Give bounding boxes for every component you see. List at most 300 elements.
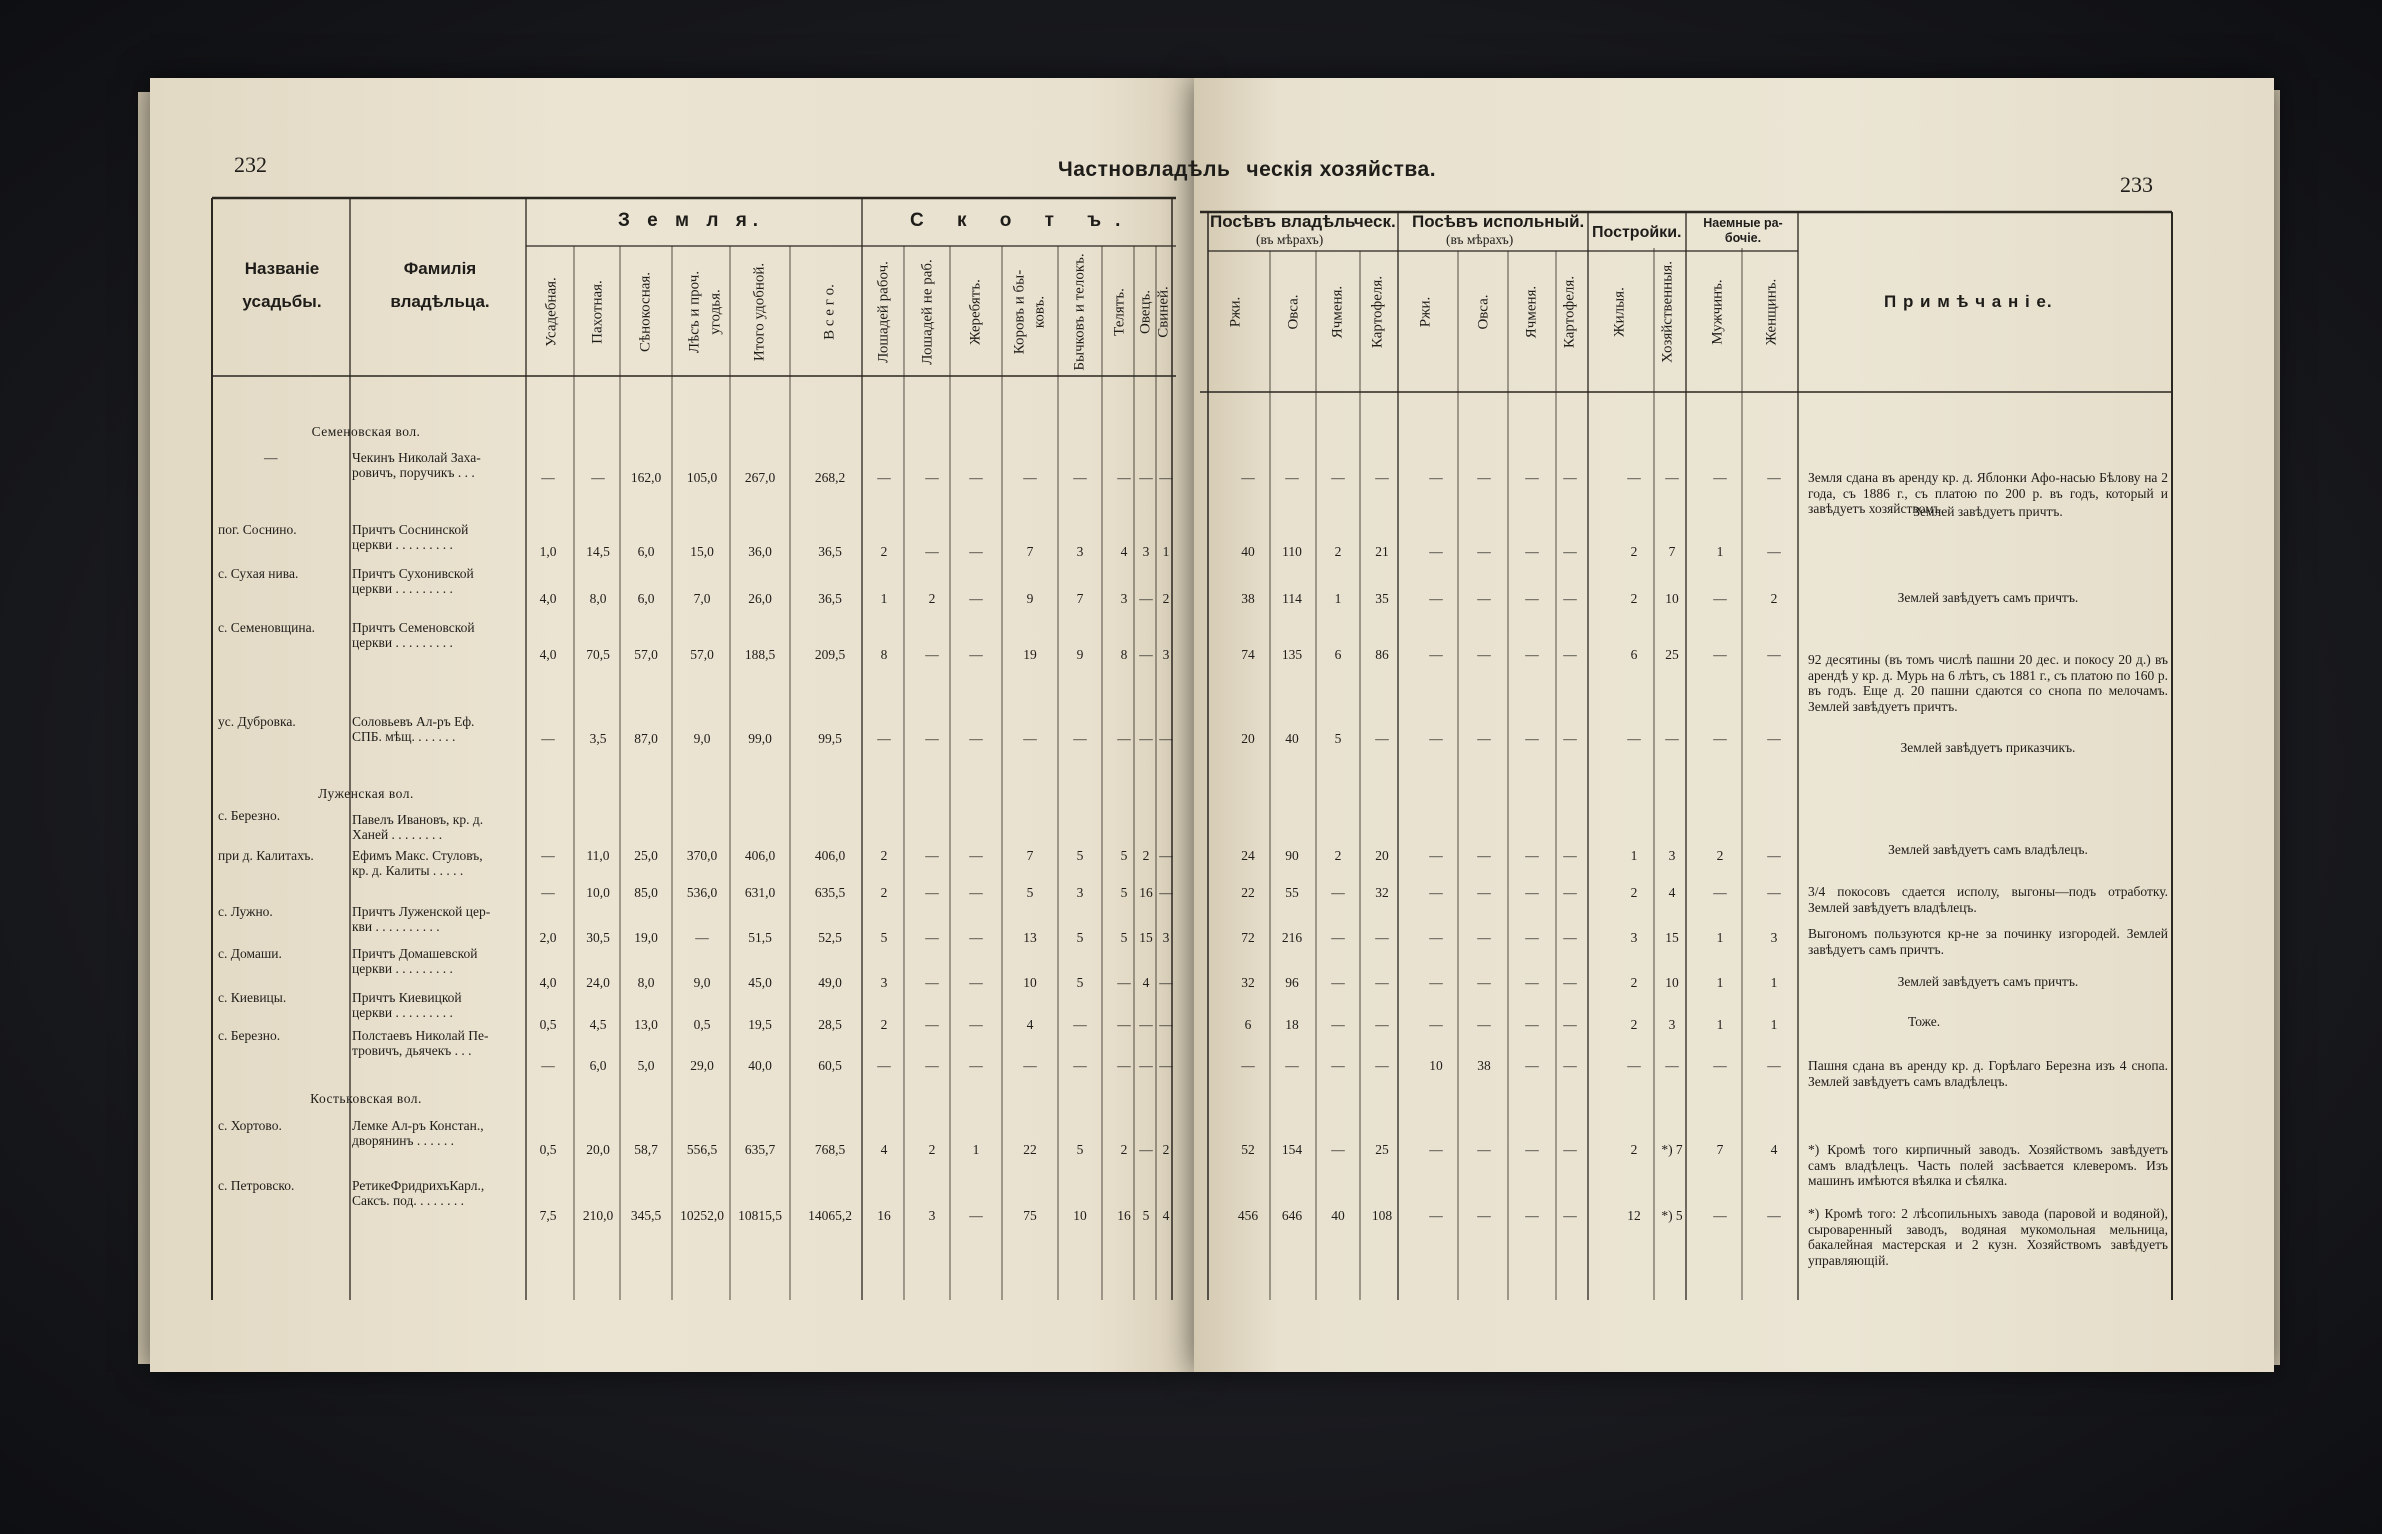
- owner-line: тровичъ, дьячекъ . . .: [352, 1043, 472, 1058]
- column-header: Ржи.: [1227, 296, 1244, 328]
- estate-name: ус. Дубровка.: [218, 714, 296, 729]
- owner-line: СПБ. мѣщ. . . . . . .: [352, 729, 456, 744]
- table-cell: 536,0: [686, 885, 718, 900]
- table-cell: 40: [1331, 1208, 1345, 1223]
- table-cell: 10815,5: [738, 1208, 782, 1223]
- table-cell: —: [1767, 1058, 1781, 1073]
- table-cell: 36,0: [748, 544, 772, 559]
- table-cell: —: [1767, 470, 1781, 485]
- table-cell: 108: [1371, 1208, 1393, 1223]
- table-cell: —: [1563, 848, 1577, 863]
- table-cell: —: [1429, 930, 1443, 945]
- table-cell: 25: [1375, 1142, 1389, 1157]
- owner-name: [352, 1028, 522, 1058]
- estate-name: с. Лужно.: [218, 904, 273, 919]
- table-cell: —: [969, 1017, 983, 1032]
- table-cell: —: [1375, 470, 1389, 485]
- table-cell: 57,0: [634, 647, 658, 662]
- table-cell: —: [1073, 731, 1087, 746]
- table-cell: —: [1477, 1208, 1491, 1223]
- table-cell: 45,0: [748, 975, 772, 990]
- table-cell: —: [1525, 885, 1539, 900]
- table-cell: 5: [1120, 930, 1128, 945]
- table-cell: 3: [1076, 885, 1084, 900]
- table-cell: 3: [1162, 930, 1170, 945]
- table-cell: 11,0: [586, 848, 610, 863]
- owner-line: Полстаевъ Николай Пе-: [352, 1028, 489, 1043]
- column-header: Жеребятъ.: [967, 279, 984, 345]
- table-cell: 2: [1120, 1142, 1128, 1157]
- table-cell: —: [1563, 647, 1577, 662]
- table-cell: —: [1073, 470, 1087, 485]
- header-owner-line2: владѣльца.: [390, 292, 490, 311]
- table-cell: *) 5: [1661, 1208, 1683, 1223]
- table-cell: —: [591, 470, 605, 485]
- table-cell: —: [969, 470, 983, 485]
- remark-text: Тоже.: [1908, 1014, 1941, 1029]
- table-cell: 370,0: [686, 848, 718, 863]
- table-cell: —: [1477, 975, 1491, 990]
- table-cell: —: [1477, 544, 1491, 559]
- table-cell: —: [1429, 544, 1443, 559]
- table-cell: —: [1477, 885, 1491, 900]
- column-header: Итого удобной.: [751, 262, 768, 362]
- section-title: Семеновская вол.: [311, 424, 421, 439]
- table-cell: —: [1073, 1017, 1087, 1032]
- table-cell: 38: [1477, 1058, 1491, 1073]
- table-cell: 0,5: [539, 1017, 557, 1032]
- table-cell: 22: [1241, 885, 1255, 900]
- estate-name: с. Сухая нива.: [218, 566, 299, 581]
- table-cell: —: [1713, 591, 1727, 606]
- running-head-right: ческія хозяйства.: [1246, 158, 1437, 181]
- table-cell: 52: [1241, 1142, 1255, 1157]
- table-cell: —: [541, 731, 555, 746]
- table-cell: —: [1159, 885, 1173, 900]
- table-cell: 55: [1285, 885, 1299, 900]
- table-cell: —: [925, 848, 939, 863]
- table-cell: 4,0: [539, 975, 557, 990]
- table-cell: —: [1477, 731, 1491, 746]
- table-cell: —: [1429, 975, 1443, 990]
- table-cell: —: [1331, 1058, 1345, 1073]
- table-cell: —: [925, 647, 939, 662]
- remark-text: Землей завѣдуетъ причтъ.: [1913, 504, 2063, 519]
- owner-line: РетикеФридрихъКарл.,: [352, 1178, 485, 1193]
- table-cell: 29,0: [690, 1058, 714, 1073]
- page-number-left: 232: [234, 152, 267, 177]
- column-header: Пахотная.: [589, 280, 606, 344]
- header-workers: [1700, 216, 1786, 246]
- header-note: П р и м ѣ ч а н і е.: [1884, 292, 2053, 311]
- table-cell: —: [1429, 647, 1443, 662]
- table-cell: 22: [1023, 1142, 1037, 1157]
- table-cell: 7,5: [539, 1208, 557, 1223]
- header-owner: [380, 252, 500, 318]
- table-cell: 40,0: [748, 1058, 772, 1073]
- table-cell: 456: [1237, 1208, 1259, 1223]
- table-cell: 7: [1026, 544, 1034, 559]
- table-cell: —: [1139, 731, 1153, 746]
- header-estate-line2: усадьбы.: [242, 292, 322, 311]
- owner-name: [352, 848, 522, 878]
- table-cell: —: [1139, 591, 1153, 606]
- column-header: Хозяйственныя.: [1659, 261, 1676, 363]
- table-cell: 20: [1241, 731, 1255, 746]
- table-cell: —: [1159, 848, 1173, 863]
- remark-text: Выгономъ пользуются кр-не за починку изгородей. Землей завѣдуетъ самъ причтъ.: [1808, 926, 2168, 957]
- table-cell: 20: [1375, 848, 1389, 863]
- owner-name: [352, 812, 522, 842]
- table-cell: 1: [880, 591, 888, 606]
- table-cell: 4: [880, 1142, 888, 1157]
- estate-name: с. Петровско.: [218, 1178, 295, 1193]
- table-cell: 15: [1139, 930, 1153, 945]
- section-title: Костьковская вол.: [310, 1091, 422, 1106]
- table-cell: 10: [1429, 1058, 1443, 1073]
- table-cell: 16: [1139, 885, 1153, 900]
- table-cell: —: [1159, 1058, 1173, 1073]
- estate-name: пог. Соснино.: [218, 522, 297, 537]
- table-cell: —: [1713, 731, 1727, 746]
- column-header: Лошадей не раб.: [919, 259, 936, 365]
- table-cell: 2: [1630, 1142, 1638, 1157]
- table-cell: 15: [1665, 930, 1679, 945]
- table-cell: 8: [880, 647, 888, 662]
- table-cell: 4: [1026, 1017, 1034, 1032]
- header-cattle: С к о т ъ.: [910, 210, 1135, 231]
- table-cell: —: [1139, 1142, 1153, 1157]
- table-cell: —: [1477, 1142, 1491, 1157]
- table-cell: 74: [1241, 647, 1255, 662]
- table-cell: —: [1525, 1017, 1539, 1032]
- table-cell: —: [1117, 731, 1131, 746]
- table-cell: 32: [1375, 885, 1389, 900]
- table-cell: 6: [1334, 647, 1342, 662]
- column-header: Ячменя.: [1329, 285, 1346, 339]
- table-cell: —: [1563, 544, 1577, 559]
- owner-name: [352, 522, 522, 552]
- owner-line: Причтъ Домашевской: [352, 946, 478, 961]
- table-cell: 51,5: [748, 930, 772, 945]
- table-cell: 267,0: [744, 470, 776, 485]
- table-cell: 10,0: [586, 885, 610, 900]
- table-cell: —: [1429, 731, 1443, 746]
- owner-name: [352, 450, 522, 480]
- table-cell: 1: [1334, 591, 1342, 606]
- table-cell: 2: [1770, 591, 1778, 606]
- column-header: Ячменя.: [1523, 285, 1540, 339]
- table-cell: 16: [877, 1208, 891, 1223]
- table-cell: —: [925, 930, 939, 945]
- table-cell: 3: [1770, 930, 1778, 945]
- column-header: Женщинъ.: [1763, 278, 1780, 346]
- table-cell: —: [1563, 591, 1577, 606]
- table-cell: 8,0: [637, 975, 655, 990]
- table-cell: 1,0: [539, 544, 557, 559]
- table-cell: —: [1117, 975, 1131, 990]
- header-land: З е м л я.: [618, 210, 765, 231]
- table-cell: —: [1375, 930, 1389, 945]
- table-cell: —: [877, 731, 891, 746]
- header-workers-line2: бочіе.: [1724, 231, 1762, 245]
- table-cell: —: [1331, 930, 1345, 945]
- table-cell: —: [1285, 470, 1299, 485]
- owner-line: кви . . . . . . . . . .: [352, 919, 440, 934]
- table-cell: —: [969, 731, 983, 746]
- table-cell: 6: [1244, 1017, 1252, 1032]
- table-cell: 2: [1630, 544, 1638, 559]
- table-cell: —: [925, 885, 939, 900]
- table-cell: 19: [1023, 647, 1037, 662]
- table-cell: —: [1159, 1017, 1173, 1032]
- estate-name: с. Домаши.: [218, 946, 282, 961]
- table-cell: —: [1331, 470, 1345, 485]
- table-cell: 40: [1285, 731, 1299, 746]
- table-cell: 40: [1241, 544, 1255, 559]
- table-cell: 10: [1665, 591, 1679, 606]
- column-header: Бычковъ и телокъ.: [1071, 253, 1088, 371]
- table-cell: 1: [972, 1142, 980, 1157]
- table-cell: 6,0: [589, 1058, 607, 1073]
- table-cell: —: [695, 930, 709, 945]
- table-cell: 13: [1023, 930, 1037, 945]
- table-cell: —: [1525, 975, 1539, 990]
- table-cell: —: [1139, 1058, 1153, 1073]
- table-cell: —: [1241, 1058, 1255, 1073]
- table-cell: 2: [928, 1142, 936, 1157]
- estate-name: с. Березно.: [218, 1028, 281, 1043]
- table-cell: —: [1713, 1208, 1727, 1223]
- header-estate: [240, 252, 324, 318]
- table-cell: —: [1117, 470, 1131, 485]
- table-cell: —: [1713, 470, 1727, 485]
- remark-text: *) Кромѣ того кирпичный заводъ. Хозяйствомъ завѣдуетъ самъ владѣлецъ. Часть полей засѣвается клеверомъ. Изъ машинъ имѣются вѣялка и сѣялка.: [1808, 1142, 2168, 1188]
- owner-line: Чекинъ Николай Заха-: [352, 450, 481, 465]
- table-cell: 19,5: [748, 1017, 772, 1032]
- table-cell: —: [969, 848, 983, 863]
- column-header: Усадебная.: [543, 277, 560, 347]
- table-cell: —: [1477, 647, 1491, 662]
- table-cell: 7: [1026, 848, 1034, 863]
- header-sow-own: Посѣвъ владѣльческ.: [1210, 212, 1396, 231]
- table-cell: 9: [1076, 647, 1084, 662]
- owner-line: Причтъ Киевицкой: [352, 990, 462, 1005]
- table-cell: 631,0: [744, 885, 776, 900]
- table-cell: 2: [880, 848, 888, 863]
- table-cell: 216: [1281, 930, 1303, 945]
- table-cell: —: [1525, 470, 1539, 485]
- table-cell: 30,5: [586, 930, 610, 945]
- column-header: Свиней.: [1155, 286, 1172, 338]
- table-cell: —: [1665, 731, 1679, 746]
- column-header: Коровъ и бы-: [1011, 269, 1028, 355]
- table-cell: 8,0: [589, 591, 607, 606]
- table-cell: —: [1117, 1058, 1131, 1073]
- table-cell: 99,5: [818, 731, 842, 746]
- table-cell: 5: [1026, 885, 1034, 900]
- table-cell: 5: [880, 930, 888, 945]
- table-cell: —: [1767, 848, 1781, 863]
- header-sow-tenant-unit: (въ мѣрахъ): [1446, 232, 1514, 247]
- table-cell: —: [877, 470, 891, 485]
- table-cell: 5: [1076, 975, 1084, 990]
- table-cell: —: [969, 1058, 983, 1073]
- table-cell: 4: [1162, 1208, 1170, 1223]
- table-cell: —: [1563, 885, 1577, 900]
- table-cell: 5: [1120, 848, 1128, 863]
- table-cell: 4: [1770, 1142, 1778, 1157]
- estate-name: при д. Калитахъ.: [218, 848, 314, 863]
- table-cell: 4,0: [539, 591, 557, 606]
- table-cell: 2: [880, 544, 888, 559]
- table-cell: 1: [1162, 544, 1170, 559]
- table-cell: —: [1525, 544, 1539, 559]
- owner-line: церкви . . . . . . . . .: [352, 1005, 453, 1020]
- table-cell: —: [1375, 1058, 1389, 1073]
- table-cell: 2: [1334, 848, 1342, 863]
- table-cell: —: [1563, 930, 1577, 945]
- table-cell: —: [1525, 647, 1539, 662]
- table-cell: 99,0: [748, 731, 772, 746]
- table-cell: —: [1713, 647, 1727, 662]
- estate-name: с. Киевицы.: [218, 990, 287, 1005]
- column-header: Лошадей рабоч.: [875, 261, 892, 363]
- table-cell: 2: [1630, 1017, 1638, 1032]
- table-cell: 1: [1716, 930, 1724, 945]
- table-cell: —: [925, 731, 939, 746]
- table-cell: 135: [1281, 647, 1303, 662]
- table-cell: 1: [1770, 975, 1778, 990]
- table-cell: —: [1331, 1017, 1345, 1032]
- table-cell: 28,5: [818, 1017, 842, 1032]
- table-cell: —: [877, 1058, 891, 1073]
- table-cell: —: [1767, 647, 1781, 662]
- owner-line: церкви . . . . . . . . .: [352, 537, 453, 552]
- table-cell: —: [925, 470, 939, 485]
- column-header: Мужчинъ.: [1709, 279, 1726, 345]
- table-cell: —: [1331, 1142, 1345, 1157]
- table-cell: 646: [1281, 1208, 1303, 1223]
- table-cell: —: [1375, 975, 1389, 990]
- owner-name: [352, 904, 522, 934]
- table-cell: 4: [1120, 544, 1128, 559]
- owner-line: дворянинъ . . . . . .: [352, 1133, 455, 1148]
- table-cell: 14,5: [586, 544, 610, 559]
- table-cell: 90: [1285, 848, 1299, 863]
- owner-line: ровичъ, поручикъ . . .: [352, 465, 475, 480]
- column-header: угодья.: [707, 289, 724, 335]
- estate-name: с. Семеновщина.: [218, 620, 315, 635]
- owner-line: Ефимъ Макс. Стуловъ,: [352, 848, 483, 863]
- table-cell: —: [1563, 1017, 1577, 1032]
- table-cell: 10: [1073, 1208, 1087, 1223]
- column-header: Овецъ.: [1137, 289, 1154, 335]
- table-cell: —: [1767, 731, 1781, 746]
- column-header: Ржи.: [1417, 296, 1434, 328]
- table-cell: —: [1525, 1058, 1539, 1073]
- table-cell: —: [1563, 975, 1577, 990]
- table-cell: —: [1525, 1142, 1539, 1157]
- owner-line: Саксъ. под. . . . . . . .: [352, 1193, 465, 1208]
- table-cell: —: [1023, 731, 1037, 746]
- table-cell: —: [1139, 1017, 1153, 1032]
- remark-text: Пашня сдана въ аренду кр. д. Горѣлаго Березна изъ 4 снопа. Землей завѣдуетъ самъ владѣлецъ.: [1808, 1058, 2168, 1089]
- table-cell: 18: [1285, 1017, 1299, 1032]
- owner-line: Соловьевъ Ал-ръ Еф.: [352, 714, 475, 729]
- remark-text: Землей завѣдуетъ самъ владѣлецъ.: [1888, 842, 2088, 857]
- table-cell: —: [1429, 591, 1443, 606]
- table-cell: 2: [1142, 848, 1150, 863]
- table-cell: 57,0: [690, 647, 714, 662]
- table-cell: 768,5: [814, 1142, 846, 1157]
- table-cell: 58,7: [634, 1142, 658, 1157]
- remark-text: Земля сдана въ аренду кр. д. Яблонки Афо-насью Бѣлову на 2 года, съ 1886 г., съ платою по 200 р. въ годъ, который и завѣдуетъ хозяйствомъ.: [1808, 470, 2168, 516]
- table-cell: 72: [1241, 930, 1255, 945]
- table-cell: 52,5: [818, 930, 842, 945]
- remark-text: Землей завѣдуетъ самъ причтъ.: [1897, 974, 2079, 989]
- table-cell: —: [1563, 1142, 1577, 1157]
- table-cell: 3: [1076, 544, 1084, 559]
- table-cell: —: [1767, 544, 1781, 559]
- table-cell: 6,0: [637, 544, 655, 559]
- owner-name: [352, 990, 522, 1020]
- table-cell: 4,5: [589, 1017, 607, 1032]
- running-head-left: Частновладѣль: [1058, 158, 1231, 181]
- table-cell: —: [1627, 470, 1641, 485]
- table-cell: 20,0: [586, 1142, 610, 1157]
- table-cell: 556,5: [686, 1142, 718, 1157]
- table-cell: 9,0: [693, 731, 711, 746]
- table-cell: 49,0: [818, 975, 842, 990]
- table-cell: 3: [880, 975, 888, 990]
- table-cell: —: [1429, 885, 1443, 900]
- table-cell: 7: [1716, 1142, 1724, 1157]
- table-cell: 188,5: [744, 647, 776, 662]
- table-cell: —: [1159, 975, 1173, 990]
- owner-name: [352, 1118, 522, 1148]
- table-cell: 2: [1334, 544, 1342, 559]
- table-cell: —: [1477, 930, 1491, 945]
- table-cell: 3: [1668, 848, 1676, 863]
- table-cell: 210,0: [582, 1208, 614, 1223]
- table-cell: —: [1477, 470, 1491, 485]
- table-cell: 0,5: [693, 1017, 711, 1032]
- table-cell: —: [1767, 1208, 1781, 1223]
- table-cell: 3: [1630, 930, 1638, 945]
- table-cell: 5,0: [637, 1058, 655, 1073]
- remark-text: *) Кромѣ того: 2 лѣсопильныхъ завода (паровой и водяной), сыроваренный заводъ, водяная мукомольная мельница, бакалейная мастерская и 2 кузн. Хозяйствомъ завѣдуетъ управляющій.: [1808, 1206, 2168, 1268]
- table-cell: 13,0: [634, 1017, 658, 1032]
- column-header: Телятъ.: [1111, 288, 1128, 336]
- table-cell: 70,5: [586, 647, 610, 662]
- table-cell: 345,5: [630, 1208, 662, 1223]
- table-cell: 1: [1716, 975, 1724, 990]
- table-cell: 3: [928, 1208, 936, 1223]
- table-cell: —: [1477, 1017, 1491, 1032]
- table-cell: 85,0: [634, 885, 658, 900]
- table-cell: 24,0: [586, 975, 610, 990]
- column-header: Овса.: [1285, 294, 1302, 330]
- table-cell: 5: [1120, 885, 1128, 900]
- table-cell: 7: [1076, 591, 1084, 606]
- table-cell: 5: [1076, 848, 1084, 863]
- owner-name: [352, 620, 522, 650]
- owner-line: Лемке Ал-ръ Констан.,: [352, 1118, 484, 1133]
- table-cell: —: [1429, 1142, 1443, 1157]
- estate-name: с. Березно.: [218, 808, 281, 823]
- table-cell: —: [1627, 1058, 1641, 1073]
